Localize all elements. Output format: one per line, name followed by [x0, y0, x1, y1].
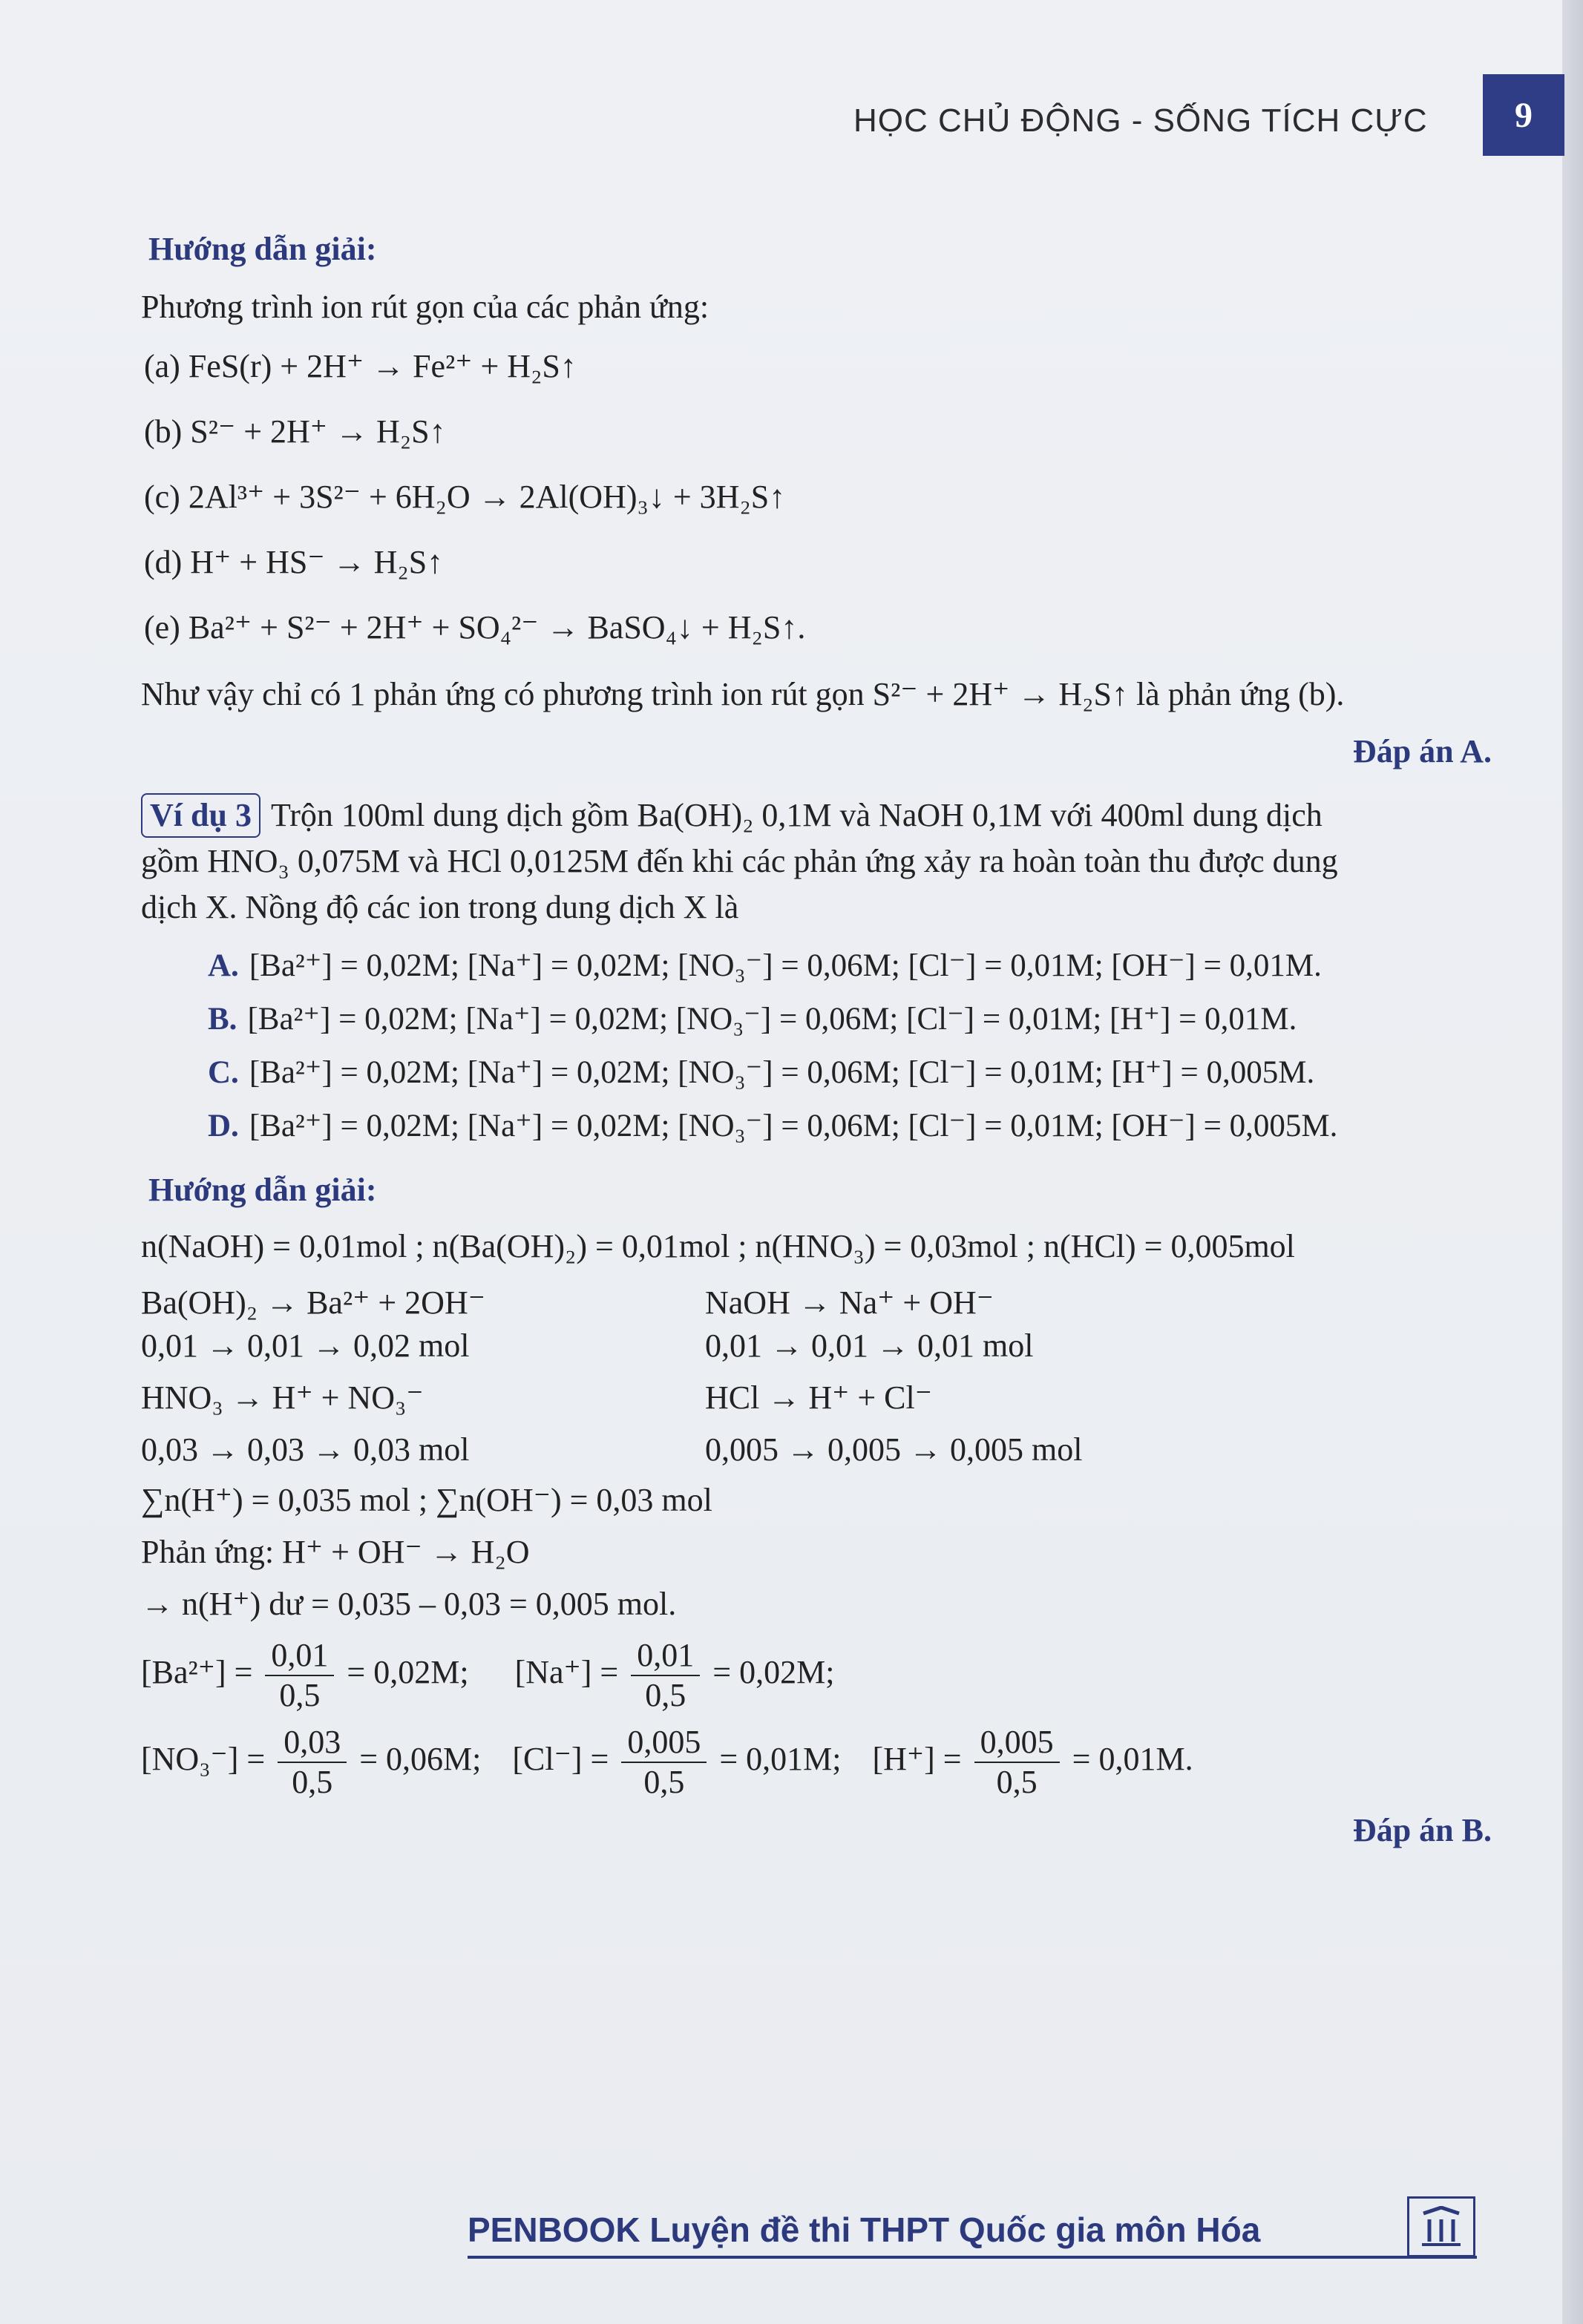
footer-text: PENBOOK Luyện đề thi THPT Quốc gia môn Hóa	[468, 2210, 1261, 2249]
no3-value: = 0,06M;	[359, 1740, 482, 1777]
concentration-line-2	[141, 1715, 1492, 1804]
option-text: [Ba²⁺] = 0,02M; [Na⁺] = 0,02M; [NO₃⁻] = 0,06M; [Cl⁻] = 0,01M; [H⁺] = 0,005M.	[249, 1055, 1315, 1090]
fraction-numerator: 0,005	[974, 1723, 1060, 1763]
dissociation-right: 0,01 → 0,01 → 0,01 mol	[705, 1327, 1034, 1364]
fraction-numerator: 0,01	[265, 1636, 334, 1676]
option-d	[208, 1104, 1492, 1149]
footer-rule	[468, 2256, 1477, 2259]
h-value: = 0,01M.	[1072, 1740, 1193, 1777]
solution-heading-2: Hướng dẫn giải:	[148, 1172, 377, 1208]
fraction-denominator: 0,5	[292, 1763, 333, 1800]
equation-e: (e) Ba²⁺ + S²⁻ + 2H⁺ + SO₄²⁻ → BaSO₄↓ + H₂S↑.	[144, 609, 806, 646]
dissociation-left: Ba(OH)₂ → Ba²⁺ + 2OH⁻	[141, 1284, 485, 1321]
fraction-numerator: 0,03	[278, 1723, 347, 1763]
dissociation-row	[141, 1281, 1492, 1325]
option-c	[208, 1051, 1492, 1095]
question-line-1: Trộn 100ml dung dịch gồm Ba(OH)₂ 0,1M và NaOH 0,1M với 400ml dung dịch	[270, 797, 1323, 833]
example-label: Ví dụ 3	[141, 793, 260, 838]
option-letter: C.	[208, 1055, 239, 1090]
ba-value: = 0,02M;	[347, 1654, 469, 1690]
cl-label: [Cl⁻] =	[512, 1740, 609, 1777]
no3-label: [NO₃⁻] =	[141, 1740, 266, 1777]
page-edge	[1562, 0, 1583, 2324]
dissociation-left: 0,01 → 0,01 → 0,02 mol	[141, 1327, 470, 1364]
no3-fraction	[278, 1723, 347, 1802]
fraction-numerator: 0,005	[621, 1723, 707, 1763]
dissociation-right: NaOH → Na⁺ + OH⁻	[705, 1284, 994, 1321]
ba-fraction	[265, 1636, 334, 1715]
reaction-line: Phản ứng: H⁺ + OH⁻ → H₂O	[141, 1534, 530, 1570]
answer-2: Đáp án B.	[1352, 1811, 1492, 1848]
cl-value: = 0,01M;	[719, 1740, 842, 1777]
equation-a: (a) FeS(r) + 2H⁺ → Fe²⁺ + H₂S↑	[144, 348, 577, 384]
option-text: [Ba²⁺] = 0,02M; [Na⁺] = 0,02M; [NO₃⁻] = 0,06M; [Cl⁻] = 0,01M; [OH⁻] = 0,005M.	[249, 1109, 1338, 1143]
equation-b: (b) S²⁻ + 2H⁺ → H₂S↑	[144, 413, 446, 450]
fraction-denominator: 0,5	[645, 1676, 686, 1713]
moles-line: n(NaOH) = 0,01mol ; n(Ba(OH)₂) = 0,01mol ; n(HNO₃) = 0,03mol ; n(HCl) = 0,005mol	[141, 1228, 1295, 1264]
book-logo-icon	[1407, 2196, 1475, 2257]
sum-line: ∑n(H⁺) = 0,035 mol ; ∑n(OH⁻) = 0,03 mol	[141, 1482, 712, 1518]
h-fraction	[974, 1723, 1060, 1802]
dissociation-left: HNO₃ → H⁺ + NO₃⁻	[141, 1379, 424, 1416]
dissociation-right: HCl → H⁺ + Cl⁻	[705, 1379, 932, 1416]
cl-fraction	[621, 1723, 707, 1802]
option-letter: A.	[208, 948, 239, 983]
dissociation-right: 0,005 → 0,005 → 0,005 mol	[705, 1431, 1083, 1468]
option-a	[208, 944, 1492, 988]
fraction-denominator: 0,5	[279, 1676, 321, 1713]
dissociation-row	[141, 1325, 1492, 1368]
question-line-3: dịch X. Nồng độ các ion trong dung dịch X là	[141, 889, 739, 925]
content	[141, 223, 1492, 1849]
excess-line: → n(H⁺) dư = 0,035 – 0,03 = 0,005 mol.	[141, 1586, 677, 1622]
equation-d: (d) H⁺ + HS⁻ → H₂S↑	[144, 544, 444, 580]
option-b	[208, 997, 1492, 1042]
ba-label: [Ba²⁺] =	[141, 1654, 253, 1690]
solution-heading-1: Hướng dẫn giải:	[148, 231, 377, 267]
dissociation-left: 0,03 → 0,03 → 0,03 mol	[141, 1431, 470, 1468]
na-value: = 0,02M;	[712, 1654, 835, 1690]
na-label: [Na⁺] =	[514, 1654, 619, 1690]
option-text: [Ba²⁺] = 0,02M; [Na⁺] = 0,02M; [NO₃⁻] = 0,06M; [Cl⁻] = 0,01M; [OH⁻] = 0,01M.	[249, 948, 1322, 983]
h-label: [H⁺] =	[872, 1740, 962, 1777]
dissociation-row	[141, 1376, 1492, 1419]
dissociation-row	[141, 1428, 1492, 1471]
fraction-numerator: 0,01	[631, 1636, 700, 1676]
na-fraction	[631, 1636, 700, 1715]
option-letter: B.	[208, 1002, 237, 1037]
equation-c: (c) 2Al³⁺ + 3S²⁻ + 6H₂O → 2Al(OH)₃↓ + 3H₂S↑	[144, 479, 786, 515]
header-title: HỌC CHỦ ĐỘNG - SỐNG TÍCH CỰC	[853, 102, 1428, 139]
example-question	[141, 792, 1492, 838]
page-number: 9	[1483, 74, 1564, 156]
fraction-denominator: 0,5	[643, 1763, 685, 1800]
question-line-2: gồm HNO₃ 0,075M và HCl 0,0125M đến khi các phản ứng xảy ra hoàn toàn thu được dung	[141, 843, 1338, 879]
concentration-line-1	[141, 1632, 1492, 1715]
fraction-denominator: 0,5	[996, 1763, 1038, 1800]
option-letter: D.	[208, 1109, 239, 1143]
answer-1: Đáp án A.	[1352, 733, 1492, 769]
option-text: [Ba²⁺] = 0,02M; [Na⁺] = 0,02M; [NO₃⁻] = 0,06M; [Cl⁻] = 0,01M; [H⁺] = 0,01M.	[247, 1002, 1297, 1037]
intro-text: Phương trình ion rút gọn của các phản ứng:	[141, 289, 709, 325]
conclusion: Như vậy chỉ có 1 phản ứng có phương trình ion rút gọn S²⁻ + 2H⁺ → H₂S↑ là phản ứng (b).	[141, 676, 1345, 712]
